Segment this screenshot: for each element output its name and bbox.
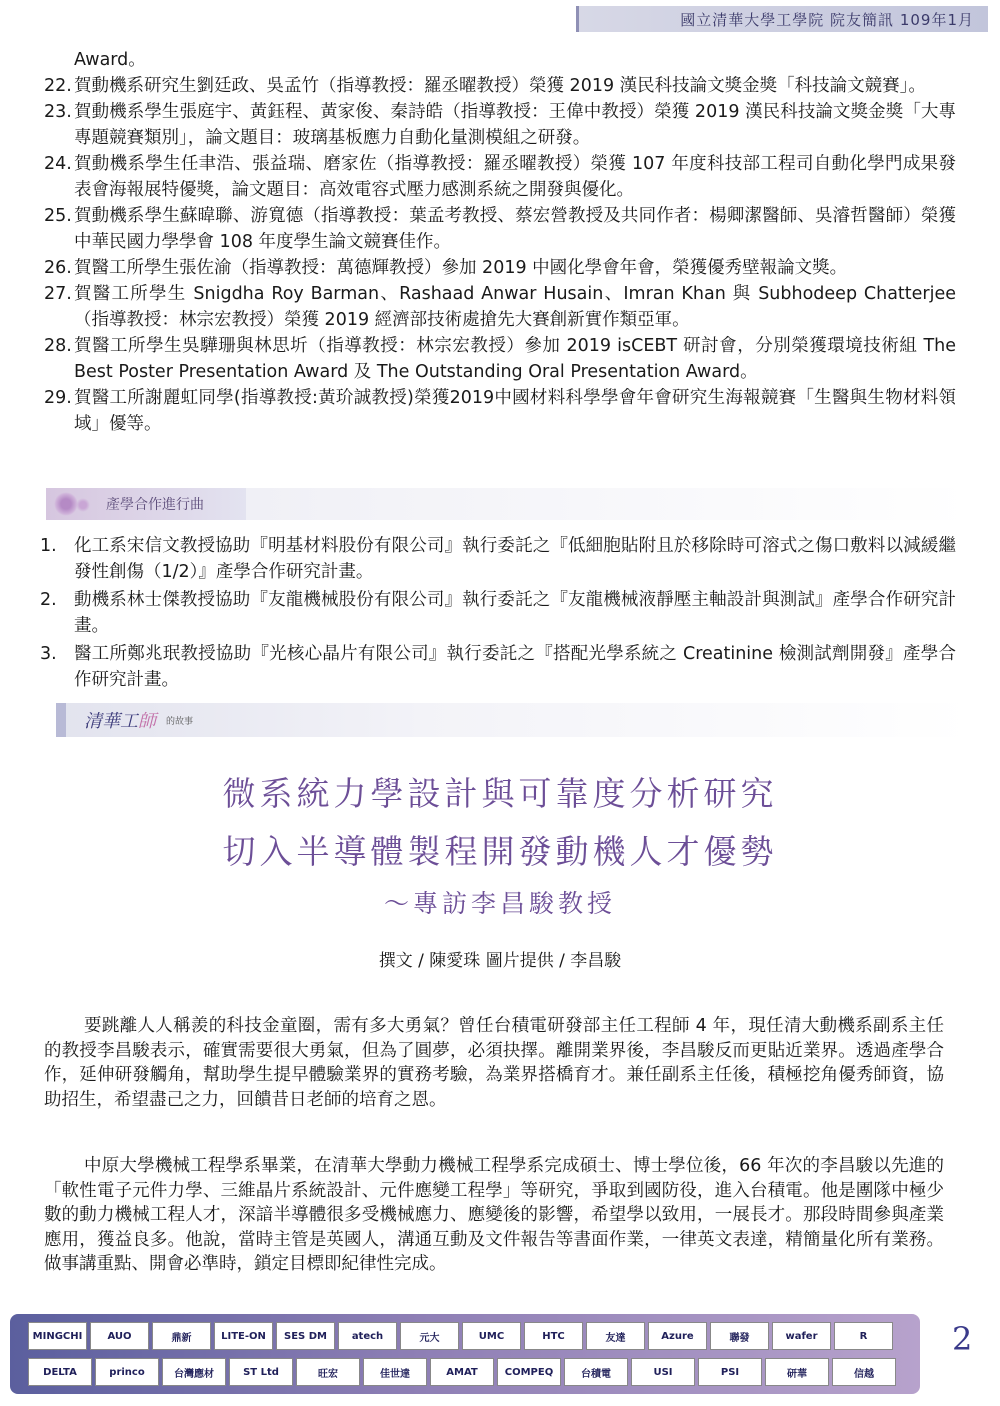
sponsor-logo: wafer [772,1322,831,1350]
sponsor-logo: AUO [90,1322,149,1350]
page-number: 2 [952,1320,973,1358]
sponsor-logo: 旺宏 [296,1358,360,1386]
sponsor-logo: princo [95,1358,159,1386]
list-item [40,641,956,693]
sponsor-logo: COMPEQ [497,1358,561,1386]
list-item-number: 1. [40,536,57,556]
list-item [40,587,956,639]
article-paragraph-2: 中原大學機械工程學系畢業，在清華大學動力機械工程學系完成碩士、博士學位後，66 年次的李昌駿以先進的「軟性電子元件力學、三維晶片系統設計、元件應變工程學」等研究，爭取到國防役，進入台積電。他是團隊中極少數的動力機械工程人才，深諳半導體很多受機械應力、應變後的影響，希望學以致用，一展長才。那段時間參與產業應用，獲益良多。他說，當時主管是英國人，溝通互動及文件報告等書面作業，一律英文表達，精簡量化所有業務。做事講重點、開會必準時，鎖定目標即紀律性完成。 [44,1156,944,1274]
list-item-text: 賀動機系學生蘇暐聯、游寬德（指導教授：葉孟考教授、蔡宏營教授及共同作者：楊卿潔醫師、吳濬哲醫師）榮獲中華民國力學學會 108 年度學生論文競賽佳作。 [74,206,956,252]
list-item-text: 賀醫工所謝麗虹同學(指導教授:黃玠誠教授)榮獲2019中國材料科學學會年會研究生海報競賽「生醫與生物材料領域」優等。 [74,388,956,434]
sponsor-logo: 鼎新 [152,1322,211,1350]
list-item-text: 賀動機系學生張庭宇、黃鈺程、黃家俊、秦詩皓（指導教授：王偉中教授）榮獲 2019 漢民科技論文獎金獎「大專專題競賽類別」，論文題目：玻璃基板應力自動化量測模組之研發。 [74,102,956,148]
article-title-1: 微系統力學設計與可靠度分析研究 [222,774,778,813]
list-item-text: 賀動機系研究生劉廷政、吳孟竹（指導教授：羅丞曜教授）榮獲 2019 漢民科技論文獎金獎「科技論文競賽」。 [74,76,926,96]
section-tag [46,488,246,520]
list-item-number: 26. [44,258,72,278]
sponsor-logo: 台積電 [564,1358,628,1386]
sponsor-logo: 研華 [765,1358,829,1386]
sponsor-logo: PSI [698,1358,762,1386]
list-item-number: 27. [44,284,72,304]
list-item [44,333,956,385]
flower-icon [76,498,90,512]
section-label-a: 清華工 [84,711,138,732]
header-banner [576,6,988,32]
list-item-text: 化工系宋信文教授協助『明基材料股份有限公司』執行委託之『低細胞貼附且於移除時可溶式之傷口敷料以減緩繼發性創傷（1/2）』產學合作研究計畫。 [74,536,956,582]
award-list [44,47,956,437]
sponsor-logo: 台灣應材 [162,1358,226,1386]
sponsor-logo: atech [338,1322,397,1350]
list-item [44,255,956,281]
sponsor-logo: MINGCHI [28,1322,87,1350]
sponsor-logo: 信越 [832,1358,896,1386]
sponsor-logo: LITE-ON [214,1322,273,1350]
sponsor-logo: AMAT [430,1358,494,1386]
list-item-number: 28. [44,336,72,356]
article-title-2: 切入半導體製程開發動機人才優勢 [222,832,778,871]
byline: 撰文 / 陳愛珠 圖片提供 / 李昌駿 [378,951,622,971]
sponsor-logo: Azure [648,1322,707,1350]
list-item-text: 賀醫工所學生 Snigdha Roy Barman、Rashaad Anwar Husain、Imran Khan 與 Subhodeep Chatterjee（指導教授：林宗宏教授）榮獲 2019 經濟部技術處搶先大賽創新實作類亞軍。 [74,284,956,330]
section-header-cooperation [46,488,970,520]
sponsor-logo: 佳世達 [363,1358,427,1386]
section-header-story [56,703,970,737]
sponsor-logo: 聯發 [710,1322,769,1350]
list-item-number: 24. [44,154,72,174]
list-item [44,151,956,203]
list-item-number: 23. [44,102,72,122]
sponsor-logo: 友達 [586,1322,645,1350]
article-paragraph-1: 要跳離人人稱羨的科技金童圈，需有多大勇氣？曾任台積電研發部主任工程師 4 年，現任清大動機系副系主任的教授李昌駿表示，確實需要很大勇氣，但為了圓夢，必須抉擇。離開業界後，李昌駿反而更貼近業界。透過產學合作，延伸研發觸角，幫助學生提早體驗業界的實務考驗，為業界搭橋育才。兼任副系主任後，積極挖角優秀師資，協助招生，希望盡己之力，回饋昔日老師的培育之恩。 [44,1016,944,1110]
article-subtitle: ～專訪李昌駿教授 [383,889,616,918]
sponsor-logo: UMC [462,1322,521,1350]
list-item-number: 22. [44,76,72,96]
sponsor-logo: DELTA [28,1358,92,1386]
sponsor-row-1 [28,1322,902,1350]
list-item [44,385,956,437]
award-continuation: Award。 [74,50,146,70]
sponsor-logo: HTC [524,1322,583,1350]
cooperation-list [40,533,956,695]
header-text: 國立清華大學工學院 院友簡訊 109年1月 [680,10,974,29]
section-bar [56,703,66,737]
sponsor-banner [10,1314,920,1394]
section-label-story [84,707,156,733]
list-item [44,281,956,333]
section-label-b: 師 [138,711,156,732]
list-item-text: 賀醫工所學生張佐渝（指導教授：萬德輝教授）參加 2019 中國化學會年會，榮獲優秀壁報論文獎。 [74,258,848,278]
list-item [44,203,956,255]
sponsor-row-2 [28,1358,902,1386]
list-item-text: 醫工所鄭兆珉教授協助『光核心晶片有限公司』執行委託之『搭配光學系統之 Creatinine 檢測試劑開發』產學合作研究計畫。 [74,644,956,690]
list-item [44,73,956,99]
list-item-number: 2. [40,590,57,610]
sponsor-logo: USI [631,1358,695,1386]
sponsor-logo: SES DM [276,1322,335,1350]
award-items [44,73,956,437]
sponsor-logo: 元大 [400,1322,459,1350]
section-label-small: 的故事 [166,716,194,727]
list-item-text: 賀動機系學生任聿浩、張益瑞、磨家佐（指導教授：羅丞曜教授）榮獲 107 年度科技部工程司自動化學門成果發表會海報展特優獎，論文題目：高效電容式壓力感測系統之開發與優化。 [74,154,956,200]
sponsor-logo: R [834,1322,893,1350]
list-item-number: 3. [40,644,57,664]
list-item-text: 動機系林士傑教授協助『友龍機械股份有限公司』執行委託之『友龍機械液靜壓主軸設計與測試』產學合作研究計畫。 [74,590,956,636]
flower-icon [54,492,78,516]
list-item-text: 賀醫工所學生吳驊珊與林思圻（指導教授：林宗宏教授）參加 2019 isCEBT 研討會，分別榮獲環境技術組 The Best Poster Presentation Award 及 The Outstanding Oral Presentation Award。 [74,336,956,382]
list-item-number: 29. [44,388,72,408]
section-label: 產學合作進行曲 [106,497,204,513]
list-item-number: 25. [44,206,72,226]
list-item [40,533,956,585]
list-item [44,99,956,151]
sponsor-logo: ST Ltd [229,1358,293,1386]
